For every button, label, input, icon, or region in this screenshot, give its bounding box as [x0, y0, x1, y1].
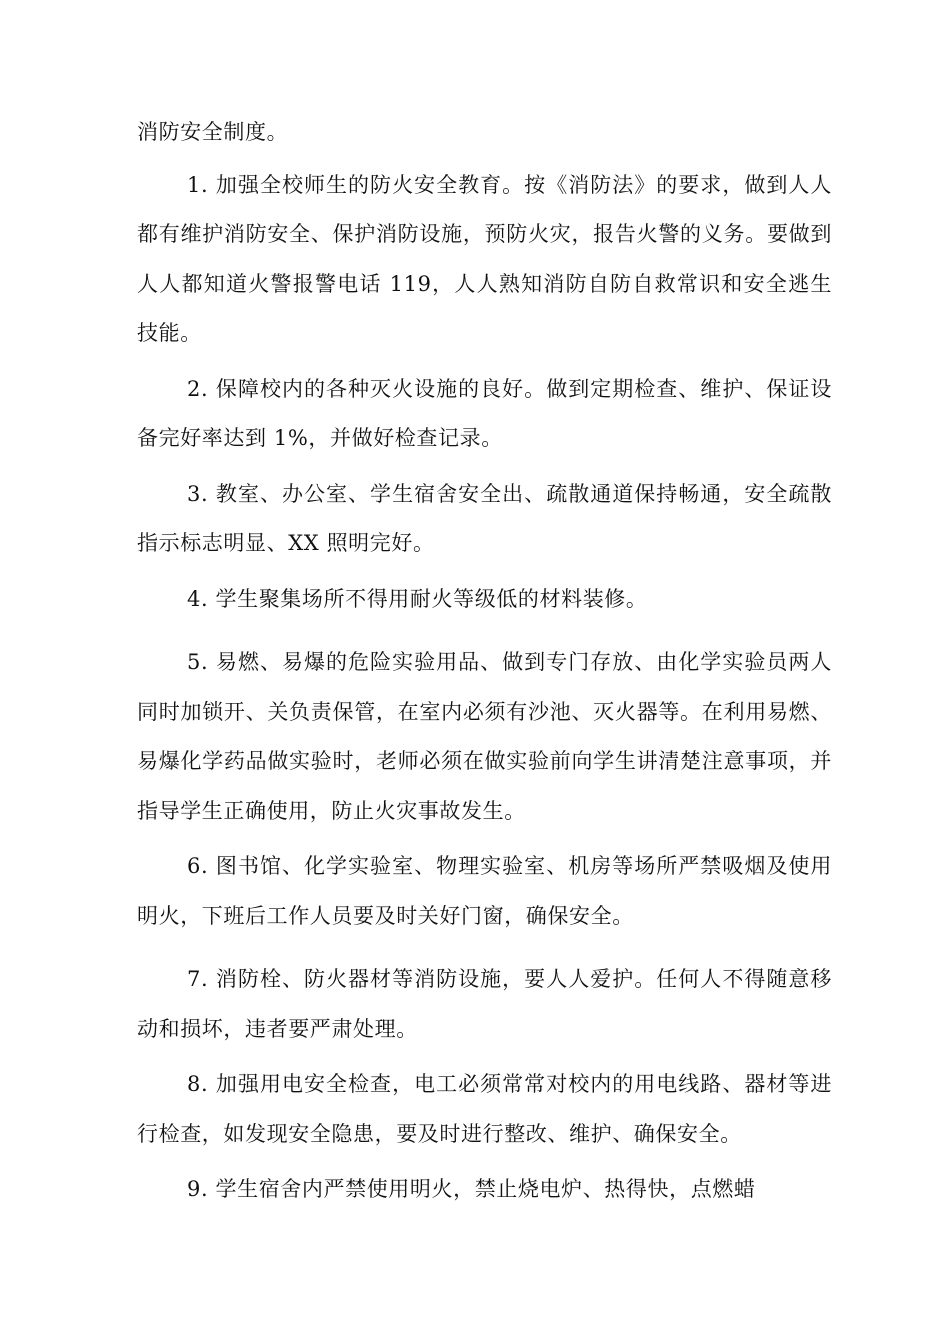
paragraph-item-5: 5. 易燃、易爆的危险实验用品、做到专门存放、由化学实验员两人同时加锁开、关负责保管，在室内必须有沙池、灭火器等。在利用易燃、易爆化学药品做实验时，老师必须在做实验前向学生讲清楚注意事项，并指导学生正确使用，防止火灾事故发生。: [137, 650, 832, 823]
paragraph-item-7: 7. 消防栓、防火器材等消防设施，要人人爱护。任何人不得随意移动和损坏，违者要严肃处理。: [137, 967, 832, 1041]
paragraph-item-2: 2. 保障校内的各种灭火设施的良好。做到定期检查、维护、保证设备完好率达到 1%，并做好检查记录。: [137, 376, 832, 450]
paragraph-item-1: 1. 加强全校师生的防火安全教育。按《消防法》的要求，做到人人都有维护消防安全、保护消防设施，预防火灾，报告火警的义务。要做到人人都知道火警报警电话 119，人人熟知消防自防自救常识和安全逃生技能。: [137, 172, 832, 345]
paragraph-item-6: 6. 图书馆、化学实验室、物理实验室、机房等场所严禁吸烟及使用明火，下班后工作人员要及时关好门窗，确保安全。: [137, 854, 832, 928]
paragraph-intro: 消防安全制度。: [137, 120, 289, 144]
paragraph-item-3: 3. 教室、办公室、学生宿舍安全出、疏散通道保持畅通，安全疏散指示标志明显、XX 照明完好。: [137, 481, 832, 555]
document-body: [137, 108, 832, 1215]
paragraph-item-4: 4. 学生聚集场所不得用耐火等级低的材料装修。: [187, 586, 648, 611]
paragraph-item-9: 9. 学生宿舍内严禁使用明火，禁止烧电炉、热得快，点燃蜡: [187, 1177, 756, 1201]
paragraph-item-8: 8. 加强用电安全检查，电工必须常常对校内的用电线路、器材等进行检查，如发现安全隐患，要及时进行整改、维护、确保安全。: [137, 1072, 832, 1146]
